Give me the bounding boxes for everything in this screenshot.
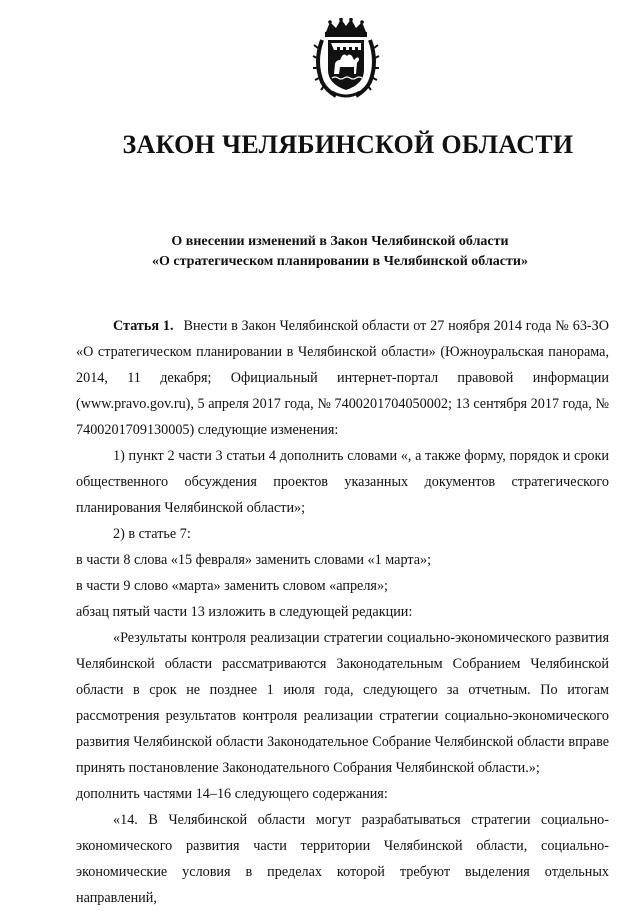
article-intro-text: Внести в Закон Челябинской области от 27 ноября 2014 года № 63-ЗО «О стратегическом планировании в Челябинской области» (Южноуральская панорама, 2014, 11 декабря; Официальный интернет-портал правовой информации (www.pravo.gov.ru), 5 апреля 2017 года, № 7400201704050002; 13 сентября 2017 года, № 7400201709130005) следующие изменения:: [76, 318, 610, 438]
law-title: ЗАКОН ЧЕЛЯБИНСКОЙ ОБЛАСТИ: [122, 130, 574, 159]
article-label: Статья 1.: [113, 318, 174, 334]
chelyabinsk-coat-of-arms-icon: [312, 18, 380, 100]
amendment-item-2: 2) в статье 7:: [113, 526, 191, 542]
amendment-part-9: в части 9 слово «марта» заменить словом «апреля»;: [76, 578, 388, 594]
law-body: [76, 313, 609, 911]
article-1-intro-paragraph: [76, 313, 609, 443]
law-subtitle: [0, 232, 640, 272]
subtitle-line-1: О внесении изменений в Закон Челябинской области: [171, 234, 509, 249]
amendment-parts-14-16: дополнить частями 14–16 следующего содержания:: [76, 786, 388, 802]
amendment-part-8: в части 8 слова «15 февраля» заменить словами «1 марта»;: [76, 552, 432, 568]
amendment-item-1: 1) пункт 2 части 3 статьи 4 дополнить словами «, а также форму, порядок и сроки общественного обсуждения проектов указанных документов стратегического планирования Челябинской области»;: [76, 448, 609, 516]
new-wording-paragraph: «Результаты контроля реализации стратегии социально-экономического развития Челябинской области рассматриваются Законодательным Собранием Челябинской области в срок не позднее 1 июля года, следующего за отчетным. По итогам рассмотрения результатов контроля реализации стратегии социально-экономического развития Челябинской области Законодательное Собрание Челябинской области вправе принять постановление Законодательного Собрания Челябинской области.»;: [76, 630, 609, 776]
new-part-14-paragraph: «14. В Челябинской области могут разрабатываться стратегии социально-экономического развития части территории Челябинской области, социально-экономические условия в пределах которой требуют выделения отдельных направлений,: [76, 812, 609, 906]
subtitle-line-2: «О стратегическом планировании в Челябинской области»: [152, 254, 528, 269]
amendment-part-13: абзац пятый части 13 изложить в следующей редакции:: [76, 604, 413, 620]
